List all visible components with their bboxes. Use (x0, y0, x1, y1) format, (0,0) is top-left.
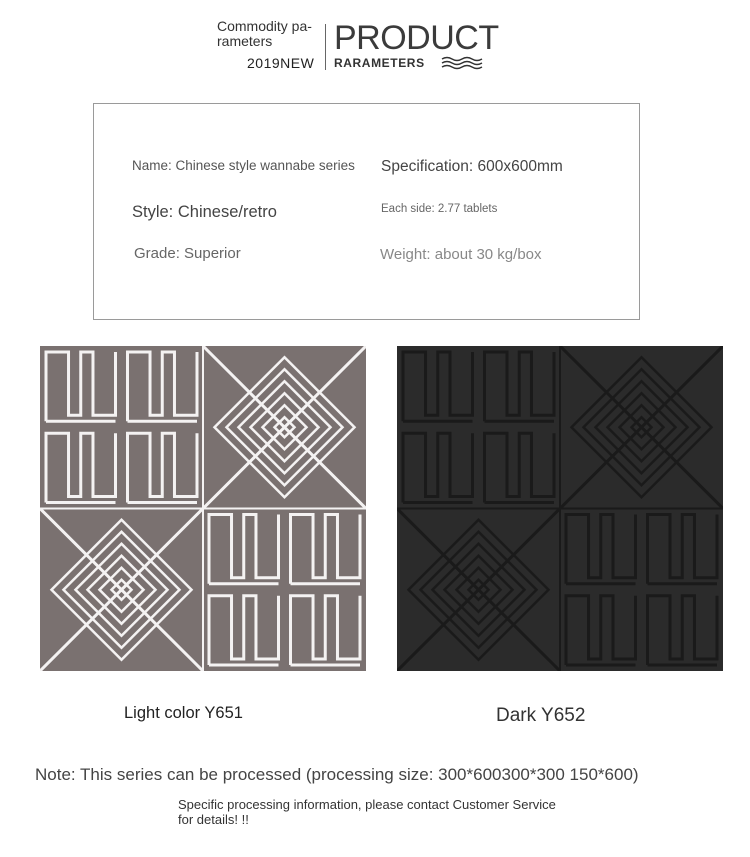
contact-info: Specific processing information, please contact Customer Service for details! !! (178, 797, 556, 827)
param-style: Style: Chinese/retro (132, 203, 277, 221)
param-weight: Weight: about 30 kg/box (380, 246, 542, 263)
tile-light-image (40, 346, 366, 671)
tile-dark-label: Dark Y652 (496, 705, 586, 726)
param-name: Name: Chinese style wannabe series (132, 158, 355, 173)
header-subtitle: Commodity pa-rameters (217, 18, 312, 49)
tile-dark-image (397, 346, 723, 671)
param-grade: Grade: Superior (134, 245, 241, 262)
header-title-sub: RARAMETERS (334, 56, 425, 70)
param-each-side: Each side: 2.77 tablets (381, 203, 498, 215)
header-year-label: 2019NEW (247, 55, 315, 71)
param-specification: Specification: 600x600mm (381, 158, 563, 175)
waves-icon (441, 56, 485, 70)
tile-light-label: Light color Y651 (124, 704, 243, 722)
header-title: PRODUCT (334, 19, 499, 57)
header-divider (325, 24, 326, 70)
processing-note: Note: This series can be processed (processing size: 300*600300*300 150*600) (35, 765, 639, 784)
